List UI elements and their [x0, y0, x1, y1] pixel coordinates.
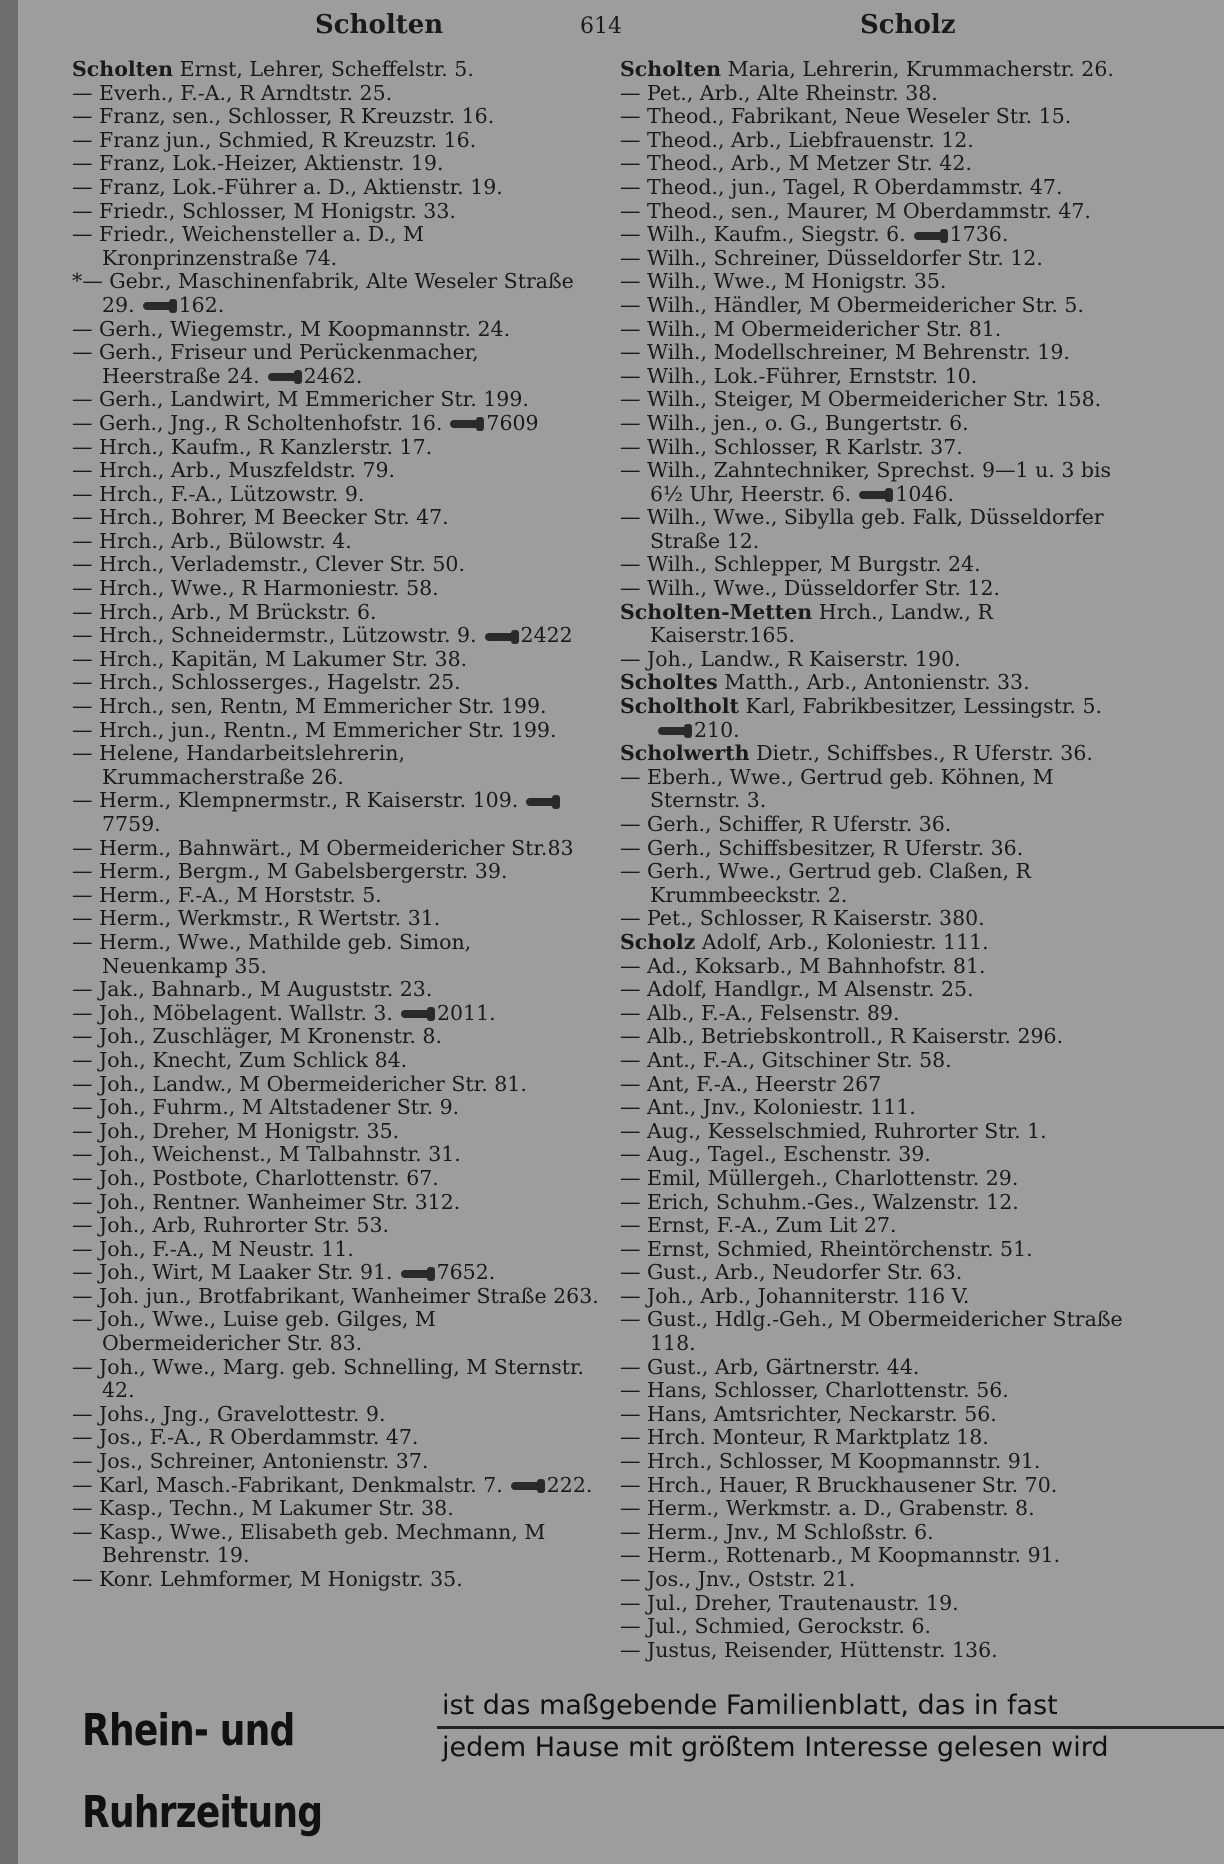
entry-text: — Joh., Landw., M Obermeidericher Str. 81. — [72, 1071, 527, 1096]
telephone-icon — [485, 633, 515, 641]
directory-entry — [620, 223, 1140, 247]
directory-entry — [72, 978, 602, 1002]
directory-entry — [620, 1592, 1140, 1616]
directory-entry — [72, 1214, 602, 1238]
directory-entry — [620, 695, 1140, 742]
entry-text: — Hans, Amtsrichter, Neckarstr. 56. — [620, 1401, 997, 1426]
directory-entry — [620, 955, 1140, 979]
directory-entry — [620, 129, 1140, 153]
entry-surname: Scholtes — [620, 670, 718, 695]
entry-text: — Franz, sen., Schlosser, R Kreuzstr. 16. — [72, 104, 495, 129]
directory-entry — [72, 152, 602, 176]
directory-entry — [620, 1025, 1140, 1049]
directory-entry — [72, 837, 602, 861]
directory-entry — [620, 1167, 1140, 1191]
entry-text: — Gerh., Wwe., Gertrud geb. Claßen, R Krummbeeckstr. 2. — [620, 859, 1031, 907]
telephone-icon — [859, 491, 889, 499]
entry-text: — Wilh., jen., o. G., Bungertstr. 6. — [620, 410, 969, 435]
entry-text: — Friedr., Schlosser, M Honigstr. 33. — [72, 198, 456, 223]
directory-entry — [72, 412, 602, 436]
entry-text: — Joh., F.-A., M Neustr. 11. — [72, 1236, 354, 1261]
entry-text: Matth., Arb., Antonienstr. 33. — [724, 670, 1030, 695]
entry-text: — Joh., Möbelagent. Wallstr. 3. — [72, 1000, 393, 1025]
directory-entry — [620, 1356, 1140, 1380]
directory-entry — [620, 1214, 1140, 1238]
directory-entry — [72, 200, 602, 224]
entry-text: Karl, Fabrikbesitzer, Lessingstr. 5. — [745, 694, 1103, 719]
directory-entry — [72, 577, 602, 601]
directory-entry — [620, 1002, 1140, 1026]
directory-entry — [620, 648, 1140, 672]
entry-text: — Gerh., Landwirt, M Emmericher Str. 199. — [72, 387, 529, 412]
entry-text: — Wilh., Händler, M Obermeidericher Str. 5. — [620, 292, 1084, 317]
entry-text: — Ant, F.-A., Heerstr 267 — [620, 1071, 882, 1096]
entry-text: — Jul., Dreher, Trautenaustr. 19. — [620, 1590, 959, 1615]
phone-number: 222. — [546, 1472, 593, 1497]
directory-entry — [72, 1049, 602, 1073]
directory-entry — [620, 1568, 1140, 1592]
directory-entry — [620, 766, 1140, 813]
scan-edge — [0, 0, 18, 1864]
entry-text: — Hrch., Kaufm., R Kanzlerstr. 17. — [72, 434, 433, 459]
directory-entry — [72, 648, 602, 672]
ad-line-2: jedem Hause mit größtem Interesse gelesen wird — [442, 1732, 1109, 1763]
directory-entry — [620, 1191, 1140, 1215]
directory-entry — [620, 200, 1140, 224]
directory-entry — [72, 223, 602, 270]
entry-text: — Hrch., Hauer, R Bruckhausener Str. 70. — [620, 1472, 1058, 1497]
entry-text: — Hrch., Wwe., R Harmoniestr. 58. — [72, 576, 439, 601]
phone-number: 7652. — [436, 1260, 496, 1285]
directory-entry — [620, 1096, 1140, 1120]
entry-text: — Herm., Werkmstr. a. D., Grabenstr. 8. — [620, 1496, 1035, 1521]
entry-text: — Aug., Tagel., Eschenstr. 39. — [620, 1142, 931, 1167]
entry-text: — Herm., Wwe., Mathilde geb. Simon, Neuenkamp 35. — [72, 929, 472, 978]
entry-text: — Herm., Rottenarb., M Koopmannstr. 91. — [620, 1543, 1061, 1568]
telephone-icon — [401, 1010, 431, 1018]
directory-entry — [72, 1025, 602, 1049]
entry-text: — Joh., Wwe., Luise geb. Gilges, M Obermeidericher Str. 83. — [72, 1307, 436, 1356]
directory-entry — [72, 1308, 602, 1355]
directory-entry — [620, 860, 1140, 907]
ad-newspaper-title: Rhein- und Ruhrzeitung — [82, 1705, 323, 1838]
entry-text: — Kasp., Wwe., Elisabeth geb. Mechmann, M Behrenstr. 19. — [72, 1519, 546, 1568]
entry-text: — Gust., Arb, Gärtnerstr. 44. — [620, 1354, 920, 1379]
header-right-keyword: Scholz — [860, 10, 956, 40]
entry-text: — Konr. Lehmformer, M Honigstr. 35. — [72, 1567, 463, 1591]
directory-entry — [72, 1167, 602, 1191]
directory-entry — [72, 907, 602, 931]
directory-entry — [620, 341, 1140, 365]
entry-text: — Joh., Fuhrm., M Altstadener Str. 9. — [72, 1095, 460, 1120]
directory-entry — [620, 1261, 1140, 1285]
entry-text: — Jos., Schreiner, Antonienstr. 37. — [72, 1449, 429, 1474]
entry-text: — Hrch., Bohrer, M Beecker Str. 47. — [72, 505, 449, 530]
directory-entry — [72, 860, 602, 884]
phone-number: 210. — [694, 717, 740, 742]
entry-text: — Hrch., Arb., M Brückstr. 6. — [72, 599, 377, 624]
entry-text: — Wilh., M Obermeidericher Str. 81. — [620, 316, 1002, 341]
phone-number: 7609 — [486, 410, 539, 435]
entry-text: — Ernst, Schmied, Rheintörchenstr. 51. — [620, 1236, 1033, 1261]
directory-entry — [620, 1143, 1140, 1167]
entry-text: — Herm., Jnv., M Schloßstr. 6. — [620, 1519, 934, 1544]
directory-entry — [620, 553, 1140, 577]
entry-text: — Wilh., Zahntechniker, Sprechst. 9—1 u. 3 bis 6½ Uhr, Heerstr. 6. — [620, 458, 1112, 506]
advertisement — [82, 1690, 1142, 1838]
directory-entry — [72, 58, 602, 82]
phone-number: 7759. — [102, 812, 161, 836]
entry-text: — Joh., Zuschläger, M Kronenstr. 8. — [72, 1024, 442, 1049]
phone-number: 1046. — [895, 481, 955, 506]
directory-entry — [72, 1568, 602, 1592]
phone-number: 2462. — [303, 363, 363, 388]
right-column — [620, 58, 1140, 1662]
directory-entry — [72, 742, 602, 789]
entry-text: — Hrch., jun., Rentn., M Emmericher Str. 199. — [72, 717, 557, 742]
directory-entry — [620, 1285, 1140, 1309]
entry-surname: Scholten-Metten — [620, 599, 813, 624]
entry-text: — Wilh., Kaufm., Siegstr. 6. — [620, 222, 906, 247]
directory-entry — [620, 1379, 1140, 1403]
directory-entry — [620, 270, 1140, 294]
entry-text: — Joh., Wwe., Marg. geb. Schnelling, M Sternstr. 42. — [72, 1354, 585, 1403]
entry-surname: Scholten — [620, 57, 722, 81]
entry-text: — Jak., Bahnarb., M Auguststr. 23. — [72, 977, 433, 1002]
directory-entry — [620, 978, 1140, 1002]
directory-entry — [72, 789, 602, 836]
directory-entry — [72, 1191, 602, 1215]
directory-entry — [72, 1143, 602, 1167]
entry-text: — Aug., Kesselschmied, Ruhrorter Str. 1. — [620, 1118, 1047, 1143]
directory-entry — [620, 577, 1140, 601]
entry-text: — Alb., Betriebskontroll., R Kaiserstr. 296. — [620, 1024, 1064, 1049]
page-header — [60, 8, 1184, 44]
telephone-icon — [401, 1270, 431, 1278]
entry-text: — Hrch. Monteur, R Marktplatz 18. — [620, 1425, 989, 1450]
entry-text: — Hrch., F.-A., Lützowstr. 9. — [72, 481, 365, 506]
entry-text: — Wilh., Schreiner, Düsseldorfer Str. 12. — [620, 245, 1043, 270]
directory-entry — [620, 1403, 1140, 1427]
entry-text: — Friedr., Weichensteller a. D., M Kronprinzenstraße 74. — [72, 222, 425, 270]
directory-entry — [620, 388, 1140, 412]
entry-text: — Joh., Arb., Johanniterstr. 116 V. — [620, 1283, 970, 1308]
directory-entry — [620, 105, 1140, 129]
directory-entry — [620, 247, 1140, 271]
directory-entry — [620, 813, 1140, 837]
directory-entry — [72, 459, 602, 483]
entry-text: Adolf, Arb., Koloniestr. 111. — [701, 929, 989, 954]
entry-text: — Hrch., Kapitän, M Lakumer Str. 38. — [72, 646, 468, 671]
entry-text: — Justus, Reisender, Hüttenstr. 136. — [620, 1637, 998, 1662]
directory-entry — [72, 176, 602, 200]
directory-entry — [72, 1073, 602, 1097]
entry-text: — Theod., Arb., Liebfrauenstr. 12. — [620, 127, 974, 152]
entry-text: — Joh., Wirt, M Laaker Str. 91. — [72, 1260, 393, 1285]
directory-entry — [620, 436, 1140, 460]
phone-number: 1736. — [949, 222, 1009, 247]
telephone-icon — [268, 373, 298, 381]
entry-surname: Scholwerth — [620, 741, 750, 766]
entry-text: — Hrch., Schlosser, M Koopmannstr. 91. — [620, 1449, 1041, 1474]
entry-text: — Alb., F.-A., Felsenstr. 89. — [620, 1000, 900, 1025]
entry-text: — Ad., Koksarb., M Bahnhofstr. 81. — [620, 953, 986, 978]
entry-text: — Theod., sen., Maurer, M Oberdammstr. 47. — [620, 198, 1091, 223]
entry-text: — Erich, Schuhm.-Ges., Walzenstr. 12. — [620, 1189, 1019, 1214]
directory-entry — [620, 318, 1140, 342]
telephone-icon — [450, 420, 480, 428]
directory-entry — [620, 601, 1140, 648]
telephone-icon — [526, 798, 556, 806]
entry-text: — Franz, Lok.-Führer a. D., Aktienstr. 19. — [72, 174, 503, 199]
directory-entry — [72, 1426, 602, 1450]
directory-entry — [72, 1521, 602, 1568]
entry-text: Hrch., Landw., R Kaiserstr.165. — [650, 599, 993, 648]
telephone-icon — [143, 302, 173, 310]
directory-entry — [620, 1238, 1140, 1262]
directory-entry — [72, 105, 602, 129]
entry-text: — Gerh., Schiffer, R Uferstr. 36. — [620, 812, 952, 836]
telephone-icon — [658, 727, 688, 735]
entry-text: — Gust., Arb., Neudorfer Str. 63. — [620, 1260, 963, 1285]
entry-text: — Wilh., Wwe., Sibylla geb. Falk, Düsseldorfer Straße 12. — [620, 505, 1104, 553]
entry-text: — Hrch., Schlosserges., Hagelstr. 25. — [72, 670, 461, 695]
directory-entry — [72, 1096, 602, 1120]
entry-text: — Theod., jun., Tagel, R Oberdammstr. 47. — [620, 174, 1063, 199]
entry-text: — Joh. jun., Brotfabrikant, Wanheimer Straße 263. — [72, 1283, 599, 1308]
entry-text: — Franz jun., Schmied, R Kreuzstr. 16. — [72, 127, 477, 152]
entry-text: — Gust., Hdlg.-Geh., M Obermeidericher Straße 118. — [620, 1307, 1123, 1356]
directory-entry — [72, 1238, 602, 1262]
directory-entry — [72, 1497, 602, 1521]
entry-text: — Joh., Rentner. Wanheimer Str. 312. — [72, 1189, 461, 1214]
left-column — [72, 58, 602, 1592]
phone-number: 2422 — [520, 623, 573, 648]
entry-text: — Adolf, Handlgr., M Alsenstr. 25. — [620, 977, 974, 1002]
entry-text: *— Gebr., Maschinenfabrik, Alte Weseler Straße 29. — [72, 269, 574, 317]
directory-entry — [72, 884, 602, 908]
directory-entry — [620, 506, 1140, 553]
directory-entry — [620, 1426, 1140, 1450]
telephone-icon — [511, 1482, 541, 1490]
entry-text: — Gerh., Friseur und Perückenmacher, Heerstraße 24. — [72, 340, 479, 388]
directory-entry — [620, 1450, 1140, 1474]
directory-entry — [72, 1450, 602, 1474]
entry-text: — Gerh., Jng., R Scholtenhofstr. 16. — [72, 410, 443, 435]
directory-entry — [72, 719, 602, 743]
directory-entry — [620, 1073, 1140, 1097]
entry-surname: Scholtholt — [620, 694, 739, 719]
entry-text: — Ant., Jnv., Koloniestr. 111. — [620, 1095, 916, 1120]
entry-text: — Jos., F.-A., R Oberdammstr. 47. — [72, 1425, 419, 1450]
directory-entry — [72, 129, 602, 153]
header-left-keyword: Scholten — [315, 10, 444, 40]
directory-entry — [620, 1308, 1140, 1355]
entry-text: — Joh., Knecht, Zum Schlick 84. — [72, 1047, 408, 1072]
directory-entry — [620, 58, 1140, 82]
directory-entry — [620, 152, 1140, 176]
directory-entry — [620, 1544, 1140, 1568]
entry-text: — Joh., Postbote, Charlottenstr. 67. — [72, 1165, 439, 1190]
entry-text: — Ernst, F.-A., Zum Lit 27. — [620, 1213, 897, 1238]
entry-text: Maria, Lehrerin, Krummacherstr. 26. — [727, 57, 1114, 81]
entry-text: — Eberh., Wwe., Gertrud geb. Köhnen, M Sternstr. 3. — [620, 764, 1054, 813]
directory-entry — [620, 931, 1140, 955]
entry-text: — Kasp., Techn., M Lakumer Str. 38. — [72, 1496, 454, 1521]
directory-entry — [72, 388, 602, 412]
directory-entry — [72, 1261, 602, 1285]
entry-text: — Johs., Jng., Gravelottestr. 9. — [72, 1401, 386, 1426]
entry-text: Ernst, Lehrer, Scheffelstr. 5. — [179, 57, 474, 81]
entry-text: — Joh., Dreher, M Honigstr. 35. — [72, 1118, 400, 1143]
directory-entry — [620, 412, 1140, 436]
directory-entry — [72, 1002, 602, 1026]
directory-entry — [72, 483, 602, 507]
entry-text: — Jos., Jnv., Oststr. 21. — [620, 1567, 856, 1591]
directory-entry — [72, 931, 602, 978]
entry-text: — Hrch., Arb., Bülowstr. 4. — [72, 528, 352, 553]
directory-entry — [72, 553, 602, 577]
entry-text: — Hrch., Schneidermstr., Lützowstr. 9. — [72, 623, 477, 648]
entry-text: — Joh., Landw., R Kaiserstr. 190. — [620, 646, 961, 671]
entry-text: — Everh., F.-A., R Arndtstr. 25. — [72, 80, 393, 105]
entry-text: — Herm., Klempnermstr., R Kaiserstr. 109. — [72, 788, 519, 813]
directory-entry — [72, 1120, 602, 1144]
directory-entry — [72, 530, 602, 554]
directory-entry — [72, 1285, 602, 1309]
directory-entry — [620, 1497, 1140, 1521]
entry-text: — Theod., Arb., M Metzer Str. 42. — [620, 151, 972, 176]
directory-entry — [72, 506, 602, 530]
directory-entry — [72, 695, 602, 719]
entry-text: — Gerh., Wiegemstr., M Koopmannstr. 24. — [72, 316, 511, 341]
directory-entry — [620, 1639, 1140, 1663]
entry-text: — Wilh., Lok.-Führer, Ernststr. 10. — [620, 363, 978, 388]
entry-text: — Gerh., Schiffsbesitzer, R Uferstr. 36. — [620, 835, 1024, 860]
directory-entry — [620, 1474, 1140, 1498]
directory-entry — [620, 1521, 1140, 1545]
entry-text: — Wilh., Steiger, M Obermeidericher Str. 158. — [620, 387, 1102, 412]
entry-text: — Hrch., Arb., Muszfeldstr. 79. — [72, 458, 396, 483]
phone-number: 162. — [178, 292, 225, 317]
phone-number: 2011. — [436, 1000, 496, 1025]
directory-entry — [72, 436, 602, 460]
entry-text: — Hrch., Verlademstr., Clever Str. 50. — [72, 552, 465, 577]
entry-text: — Herm., Werkmstr., R Wertstr. 31. — [72, 906, 441, 931]
telephone-icon — [914, 232, 944, 240]
directory-entry — [72, 341, 602, 388]
directory-entry — [620, 837, 1140, 861]
entry-text: — Wilh., Wwe., M Honigstr. 35. — [620, 269, 947, 294]
entry-text: Dietr., Schiffsbes., R Uferstr. 36. — [756, 741, 1093, 766]
directory-entry — [72, 671, 602, 695]
directory-entry — [620, 742, 1140, 766]
entry-text: — Jul., Schmied, Gerockstr. 6. — [620, 1614, 932, 1639]
directory-entry — [72, 82, 602, 106]
directory-entry — [620, 1615, 1140, 1639]
entry-text: — Wilh., Schlosser, R Karlstr. 37. — [620, 434, 963, 459]
entry-text: — Pet., Arb., Alte Rheinstr. 38. — [620, 80, 938, 105]
entry-text: — Herm., Bergm., M Gabelsbergerstr. 39. — [72, 859, 508, 884]
entry-text: — Karl, Masch.-Fabrikant, Denkmalstr. 7. — [72, 1472, 503, 1497]
directory-entry — [620, 907, 1140, 931]
directory-entry — [620, 294, 1140, 318]
entry-text: — Ant., F.-A., Gitschiner Str. 58. — [620, 1047, 952, 1072]
entry-surname: Scholten — [72, 57, 174, 81]
directory-entry — [72, 624, 602, 648]
entry-text: — Joh., Arb, Ruhrorter Str. 53. — [72, 1213, 390, 1238]
entry-text: — Hans, Schlosser, Charlottenstr. 56. — [620, 1378, 1009, 1403]
entry-text: — Hrch., sen, Rentn, M Emmericher Str. 199. — [72, 694, 547, 719]
directory-entry — [620, 82, 1140, 106]
ad-line-1: ist das maßgebende Familienblatt, das in fast — [442, 1690, 1058, 1721]
directory-entry — [620, 671, 1140, 695]
entry-text: — Wilh., Modellschreiner, M Behrenstr. 19. — [620, 340, 1070, 365]
entry-text: — Herm., F.-A., M Horststr. 5. — [72, 882, 382, 907]
entry-surname: Scholz — [620, 929, 696, 954]
directory-entry — [72, 318, 602, 342]
directory-entry — [72, 601, 602, 625]
entry-text: — Wilh., Wwe., Düsseldorfer Str. 12. — [620, 576, 1001, 601]
directory-entry — [620, 459, 1140, 506]
directory-entry — [72, 1356, 602, 1403]
entry-text: — Emil, Müllergeh., Charlottenstr. 29. — [620, 1165, 1019, 1190]
directory-entry — [72, 1403, 602, 1427]
entry-text: — Franz, Lok.-Heizer, Aktienstr. 19. — [72, 151, 444, 176]
entry-text: — Pet., Schlosser, R Kaiserstr. 380. — [620, 906, 985, 931]
directory-entry — [72, 270, 602, 317]
directory-entry — [620, 365, 1140, 389]
directory-entry — [72, 1474, 602, 1498]
entry-text: — Herm., Bahnwärt., M Obermeidericher Str.83 — [72, 835, 574, 860]
entry-text: — Wilh., Schlepper, M Burgstr. 24. — [620, 552, 981, 577]
entry-text: — Helene, Handarbeitslehrerin, Krummacherstraße 26. — [72, 741, 405, 789]
ad-divider — [437, 1726, 1224, 1729]
directory-entry — [620, 1049, 1140, 1073]
directory-entry — [620, 176, 1140, 200]
directory-entry — [620, 1120, 1140, 1144]
entry-text: — Joh., Weichenst., M Talbahnstr. 31. — [72, 1142, 461, 1167]
entry-text: — Theod., Fabrikant, Neue Weseler Str. 15. — [620, 104, 1072, 129]
page-number: 614 — [580, 14, 622, 39]
